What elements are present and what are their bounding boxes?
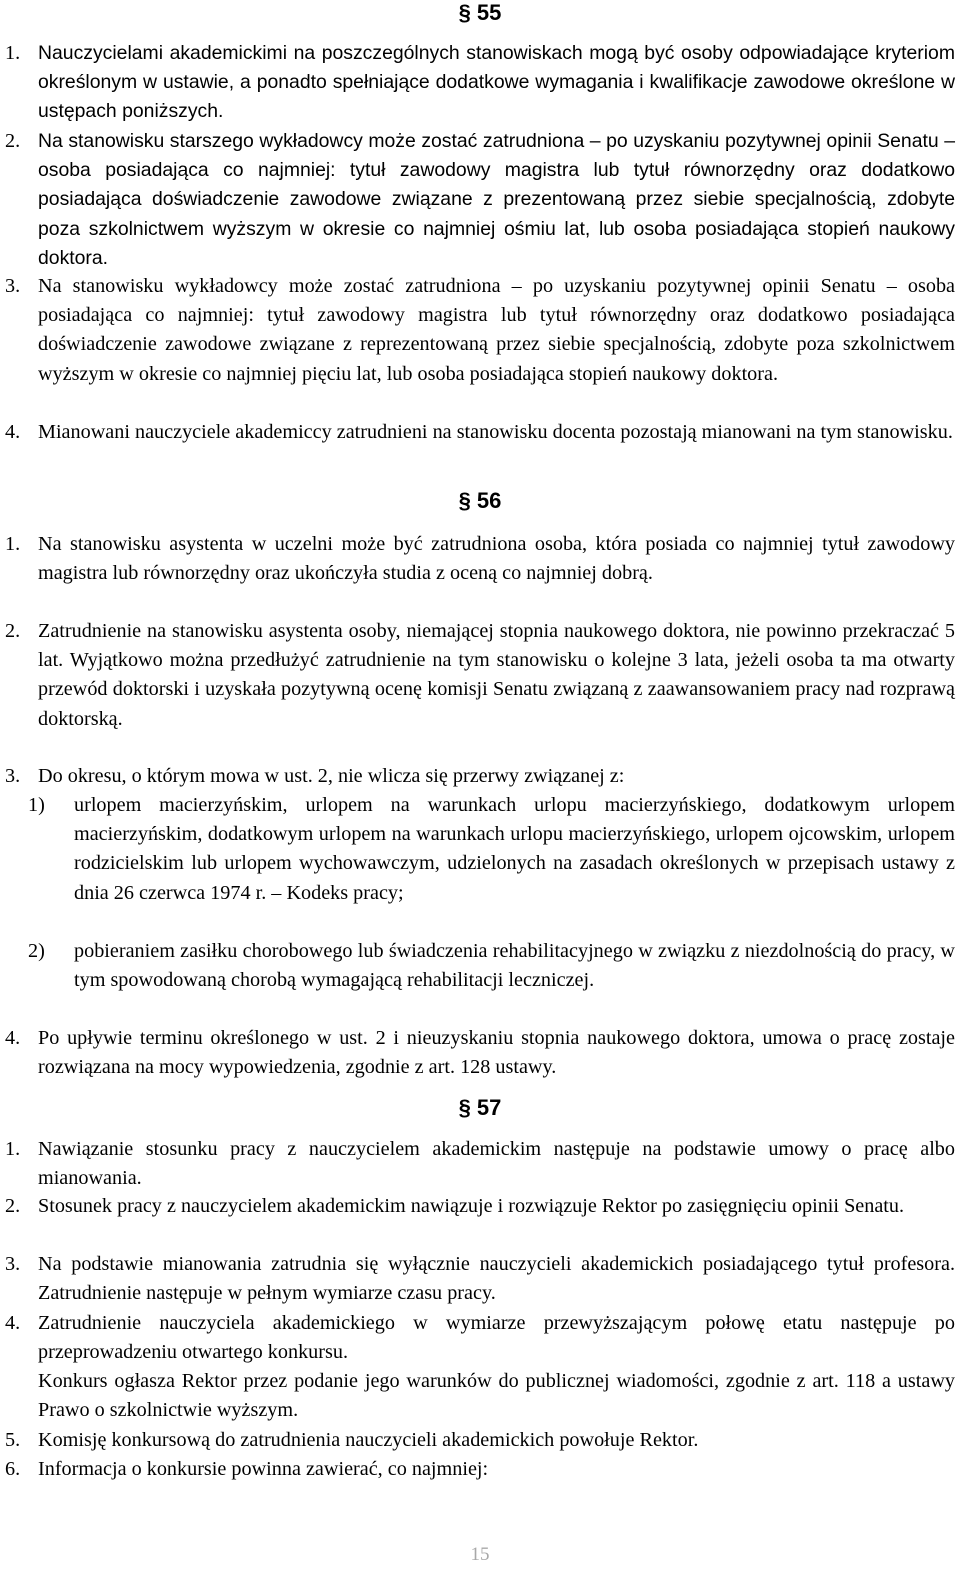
paragraph-55-2 — [5, 127, 955, 273]
paragraph-text: Na stanowisku wykładowcy może zostać zatrudniona – po uzyskaniu pozytywnej opinii Senatu – osoba posiadająca co najmniej: tytuł zawodowy magistra lub tytuł równorzędny oraz dodatkowo posiadająca doświadczenie zawodowe związane z reprezentowaną przez siebie specjalnością, zdobyte poza szkolnictwem wyższym w okresie co najmniej pięciu lat, lub osoba posiadająca stopień naukowy doktora. — [38, 275, 955, 385]
paragraph-text: Do okresu, o którym mowa w ust. 2, nie wlicza się przerwy związanej z: — [38, 765, 625, 787]
paragraph-56-2 — [5, 617, 955, 734]
paragraph-55-3 — [5, 272, 955, 389]
section-heading-57: § 57 — [458, 1095, 502, 1120]
paragraph-57-4-continued — [38, 1367, 955, 1425]
subpoint-56-3-1 — [28, 791, 955, 908]
paragraph-number: 6. — [5, 1458, 21, 1480]
paragraph-56-3 — [5, 762, 955, 791]
paragraph-56-1 — [5, 530, 955, 588]
paragraph-number: 2. — [5, 130, 21, 152]
paragraph-55-4 — [5, 418, 955, 447]
paragraph-text: Na stanowisku asystenta w uczelni może być zatrudniona osoba, która posiada co najmniej tytuł zawodowy magistra lub równorzędny oraz ukończyła studia z oceną co najmniej dobrą. — [38, 533, 955, 585]
section-heading-55: § 55 — [458, 0, 502, 25]
paragraph-57-3 — [5, 1250, 955, 1308]
paragraph-text: Nawiązanie stosunku pracy z nauczycielem akademickim następuje na podstawie umowy o pracę albo mianowania. — [38, 1138, 955, 1190]
paragraph-57-5 — [5, 1426, 955, 1455]
paragraph-number: 5. — [5, 1429, 21, 1451]
page-number: 15 — [470, 1544, 490, 1565]
paragraph-number: 3. — [5, 275, 21, 297]
paragraph-56-4 — [5, 1024, 955, 1082]
paragraph-57-1 — [5, 1135, 955, 1193]
paragraph-number: 2. — [5, 620, 21, 642]
paragraph-text: Stosunek pracy z nauczycielem akademickim nawiązuje i rozwiązuje Rektor po zasięgnięciu opinii Senatu. — [38, 1195, 905, 1217]
paragraph-57-4 — [5, 1309, 955, 1367]
paragraph-number: 4. — [5, 1027, 21, 1049]
paragraph-text: Nauczycielami akademickimi na poszczególnych stanowiskach mogą być osoby odpowiadające kryteriom określonym w ustawie, a ponadto spełniające dodatkowe wymagania i kwalifikacje zawodowe określone w ustępach poniższych. — [38, 42, 955, 123]
paragraph-number: 4. — [5, 1312, 21, 1334]
paragraph-text: Na podstawie mianowania zatrudnia się wyłącznie nauczycieli akademickich posiadającego tytuł profesora. Zatrudnienie następuje w pełnym wymiarze czasu pracy. — [38, 1253, 955, 1305]
paragraph-text: Komisję konkursową do zatrudnienia nauczycieli akademickich powołuje Rektor. — [38, 1429, 699, 1451]
paragraph-number: 4. — [5, 421, 21, 443]
paragraph-55-1 — [5, 39, 955, 127]
subpoint-number: 2) — [28, 940, 45, 962]
paragraph-text: Konkurs ogłasza Rektor przez podanie jego warunków do publicznej wiadomości, zgodnie z art. 118 a ustawy Prawo o szkolnictwie wyższym. — [38, 1370, 955, 1422]
paragraph-number: 1. — [5, 42, 21, 64]
paragraph-text: Po upływie terminu określonego w ust. 2 i nieuzyskaniu stopnia naukowego doktora, umowa o pracę zostaje rozwiązana na mocy wypowiedzenia, zgodnie z art. 128 ustawy. — [38, 1027, 955, 1079]
paragraph-text: Mianowani nauczyciele akademiccy zatrudnieni na stanowisku docenta pozostają mianowani na tym stanowisku. — [38, 421, 953, 443]
paragraph-number: 1. — [5, 1138, 21, 1160]
paragraph-number: 3. — [5, 1253, 21, 1275]
subpoint-number: 1) — [28, 794, 45, 816]
paragraph-number: 2. — [5, 1195, 21, 1217]
paragraph-text: Zatrudnienie nauczyciela akademickiego w wymiarze przewyższającym połowę etatu następuje po przeprowadzeniu otwartego konkursu. — [38, 1312, 955, 1364]
paragraph-text: Zatrudnienie na stanowisku asystenta osoby, niemającej stopnia naukowego doktora, nie powinno przekraczać 5 lat. Wyjątkowo można przedłużyć zatrudnienie na tym stanowisku o kolejne 3 lata, jeżeli osoba ta ma otwarty przewód doktorski i uzyskała pozytywną ocenę komisji Senatu związaną z zaawansowaniem pracy nad rozprawą doktorską. — [38, 620, 955, 730]
paragraph-text: Informacja o konkursie powinna zawierać, co najmniej: — [38, 1458, 489, 1480]
paragraph-number: 1. — [5, 533, 21, 555]
section-heading-56: § 56 — [458, 488, 502, 513]
paragraph-57-2 — [5, 1192, 955, 1221]
subpoint-text: urlopem macierzyńskim, urlopem na warunkach urlopu macierzyńskiego, dodatkowym urlopem macierzyńskim, dodatkowym urlopem na warunkach urlopu macierzyńskiego, urlopem ojcowskim, urlopem rodzicielskim lub urlopem wychowawczym, udzielonych na zasadach określonych w przepisach ustawy z dnia 26 czerwca 1974 r. – Kodeks pracy; — [74, 794, 955, 904]
subpoint-text: pobieraniem zasiłku chorobowego lub świadczenia rehabilitacyjnego w związku z niezdolnością do pracy, w tym spowodowaną chorobą wymagającą rehabilitacji leczniczej. — [74, 940, 955, 992]
subpoint-56-3-2 — [28, 937, 955, 995]
paragraph-text: Na stanowisku starszego wykładowcy może zostać zatrudniona – po uzyskaniu pozytywnej opinii Senatu – osoba posiadająca co najmniej: tytuł zawodowy magistra lub tytuł równorzędny oraz dodatkowo posiadająca doświadczenie zawodowe związane z prezentowaną przez siebie specjalnością, zdobyte poza szkolnictwem wyższym w okresie co najmniej ośmiu lat, lub osoba posiadająca stopień naukowy doktora. — [38, 130, 955, 269]
paragraph-number: 3. — [5, 765, 21, 787]
paragraph-57-6 — [5, 1455, 955, 1484]
